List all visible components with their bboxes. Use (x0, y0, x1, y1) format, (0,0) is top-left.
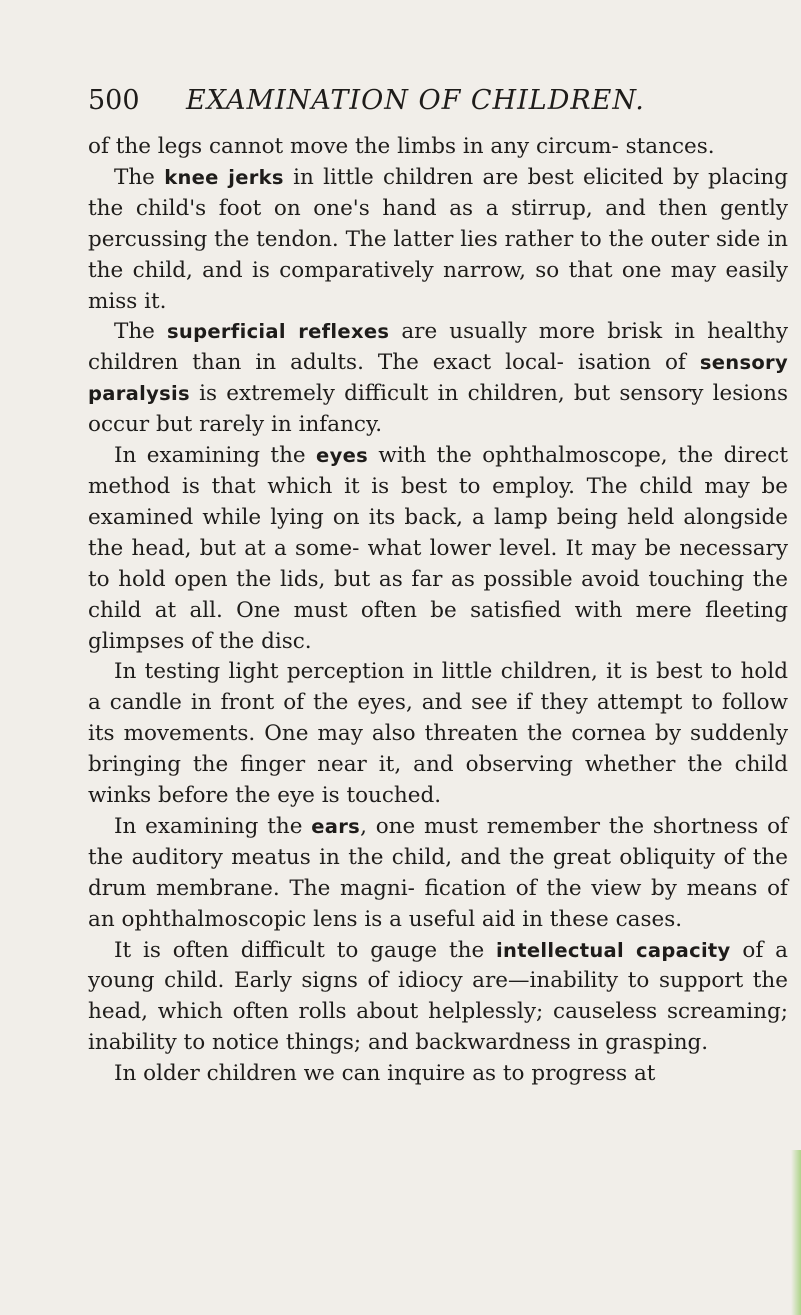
text-run: of a young child. Early signs of idiocy are—inability to support the head, which often rolls about helplessly; causeless screaming; inability to notice things; and backwardness in grasping. (88, 937, 788, 1056)
paragraph (88, 657, 788, 812)
paragraph (88, 163, 788, 318)
page-header (88, 86, 788, 116)
text-run: The (114, 164, 165, 190)
keyword: knee jerks (164, 165, 284, 189)
running-title: EXAMINATION OF CHILDREN. (186, 85, 645, 116)
keyword: superficial reflexes (167, 320, 390, 344)
paragraph (88, 441, 788, 657)
paragraph (88, 317, 788, 441)
text-run: with the ophthalmoscope, the direct method is that which it is best to employ. The child may be examined while lying on its back, a lamp being held alongside the head, but at a some- what lower level. It may be necessary to hold open the lids, but as far as possible avoid touching the child at all. One must often be satisfied with mere fleeting glimpses of the disc. (88, 443, 788, 654)
text-run: , one must remember the shortness of the auditory meatus in the child, and the great obliquity of the drum membrane. The magni- fication of the view by means of an ophthalmoscopic lens is a useful aid in these cases. (88, 813, 788, 932)
page-number: 500 (88, 85, 140, 116)
text-run: It is often difficult to gauge the (114, 937, 497, 963)
paragraph (88, 132, 788, 163)
keyword: eyes (316, 444, 369, 468)
keyword: ears (311, 814, 361, 838)
text-run: in little children are best elicited by placing the child's foot on one's hand as a stirrup, and then gently percussing the tendon. The latter lies rather to the outer side in the child, and is comparatively narrow, so that one may easily miss it. (88, 164, 788, 314)
body-text (88, 132, 788, 1090)
text-run: are usually more brisk in healthy children than in adults. The exact local- isation of (88, 319, 789, 376)
keyword: sensory paralysis (88, 351, 788, 406)
text-run: In examining the (114, 443, 317, 469)
text-run: The (114, 319, 168, 345)
text-run: of the legs cannot move the limbs in any circum- stances. (88, 134, 715, 159)
paragraph (88, 1059, 788, 1090)
paragraph (88, 812, 788, 936)
paragraph (88, 936, 788, 1060)
keyword: intellectual capacity (496, 938, 731, 962)
text-run: In testing light perception in little children, it is best to hold a candle in front of the eyes, and see if they attempt to follow its movements. One may also threaten the cornea by suddenly bringing the finger near it, and observing whether the child winks before the eye is touched. (88, 659, 788, 809)
page-edge-tint (791, 1150, 801, 1315)
text-run: In examining the (114, 813, 312, 839)
text-run: is extremely difficult in children, but sensory lesions occur but rarely in infancy. (88, 381, 788, 438)
text-run: In older children we can inquire as to progress at (114, 1061, 656, 1087)
